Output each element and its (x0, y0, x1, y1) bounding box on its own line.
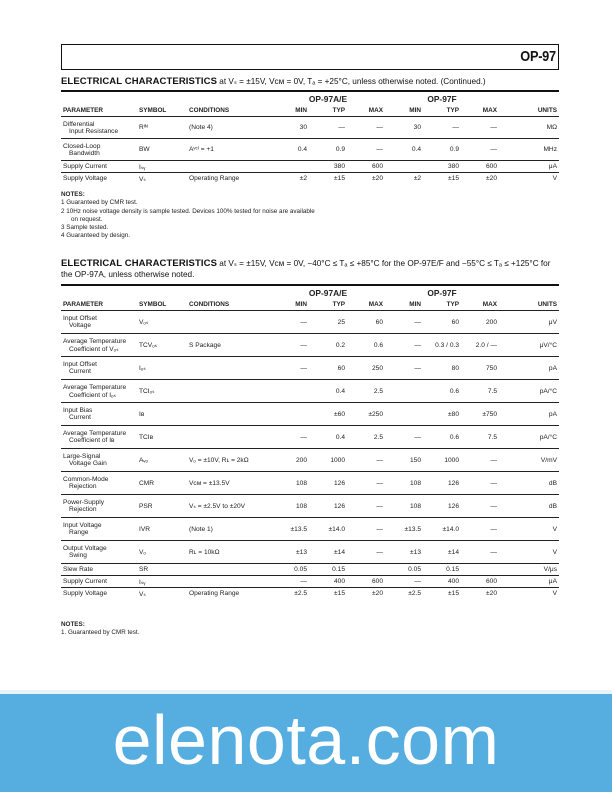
note-item: 1. Guaranteed by CMR test. (61, 629, 140, 637)
value-cell: 60 (375, 318, 383, 326)
table-row (61, 588, 559, 600)
table1-title (61, 76, 559, 87)
units-cell: dB (499, 495, 559, 518)
value-cell: — (271, 334, 309, 357)
conditions-cell (187, 161, 271, 173)
value-cell: 0.4 (309, 426, 347, 449)
parameter-line: Rejection (69, 506, 97, 513)
value-cell: 2.5 (347, 380, 385, 403)
column-header: MAX (461, 104, 499, 117)
value-cell: ±15 (423, 173, 461, 185)
value-cell: — (385, 334, 423, 357)
group-spacer-units (499, 288, 559, 298)
value-cell: 0.4 (385, 139, 423, 161)
value-cell: 380 (423, 161, 461, 173)
group-header-0: OP-97A/E (308, 94, 348, 104)
value-cell: — (347, 495, 385, 518)
table2-title-conditions: at Vₛ = ±15V, Vᴄᴍ = 0V, −40°C ≤ Tₐ ≤ +85°C for the OP-97E/F and −55°C ≤ Tₐ ≤ +125°C for the OP-97A, unless otherwise noted. (61, 259, 551, 279)
value-cell: — (271, 576, 309, 588)
value-cell: 60 (451, 318, 459, 326)
parameter-line: Voltage Gain (69, 460, 107, 467)
parameter-line: Input Resistance (69, 127, 119, 135)
table1-notes (61, 191, 321, 241)
value-cell: — (461, 541, 499, 564)
value-cell: 600 (347, 161, 385, 173)
table2-title-bold: ELECTRICAL CHARACTERISTICS (61, 258, 218, 269)
value-cell: 0.3 / 0.3 (423, 334, 461, 357)
table-row (61, 161, 559, 173)
value-cell: ±250 (347, 403, 385, 426)
table-row (61, 472, 559, 495)
parameter-cell (61, 334, 137, 357)
value-cell: — (347, 541, 385, 564)
note-item: 2 10Hz noise voltage density is sample tested. Devices 100% tested for noise are available on request. (61, 207, 315, 223)
conditions-cell: Operating Range (187, 173, 271, 185)
group-spacer (61, 288, 271, 298)
value-cell (461, 564, 499, 576)
value-cell: 250 (347, 357, 385, 380)
table-row (61, 564, 559, 576)
page-header-frame (61, 44, 559, 70)
value-cell: — (461, 139, 499, 161)
symbol-cell: Vₒ (137, 541, 187, 564)
table2-top-rule (61, 284, 559, 286)
value-cell: — (385, 357, 423, 380)
symbol-cell: Iₛᵧ (137, 161, 187, 173)
units-cell: μA (499, 576, 559, 588)
parameter-line: Average Temperature (63, 337, 127, 345)
value-cell: ±750 (461, 403, 499, 426)
value-cell: ±14.0 (309, 518, 347, 541)
conditions-cell: Vₛ = ±2.5V to ±20V (187, 495, 271, 518)
symbol-cell: IVR (137, 518, 187, 541)
symbol-cell: Vₛ (137, 173, 187, 185)
value-cell: 108 (271, 495, 309, 518)
value-cell: 0.05 (385, 564, 423, 576)
value-cell: 150 (385, 449, 423, 472)
conditions-cell: Vₒ = ±10V, Rʟ = 2kΩ (187, 449, 271, 472)
units-cell: MΩ (546, 124, 557, 131)
parameter-line: Input Offset (63, 315, 97, 322)
column-header: SYMBOL (137, 104, 187, 117)
conditions-cell: S Package (187, 334, 271, 357)
value-cell: ±15 (423, 588, 461, 600)
column-header: PARAMETER (61, 104, 137, 117)
value-cell: 126 (423, 472, 461, 495)
units-cell: pA/°C (499, 426, 559, 449)
table-row (61, 311, 559, 334)
value-cell (385, 161, 423, 173)
value-cell: 126 (309, 495, 347, 518)
parameter-cell (61, 117, 137, 139)
value-cell: 108 (385, 472, 423, 495)
value-cell: ±20 (347, 588, 385, 600)
conditions-cell: (Note 4) (189, 124, 213, 131)
value-cell: 0.9 (309, 139, 347, 161)
value-cell (385, 380, 423, 403)
value-cell: 0.6 (423, 380, 461, 403)
value-cell: — (461, 472, 499, 495)
units-cell: V (499, 588, 559, 600)
table-row (61, 403, 559, 426)
table-row (61, 426, 559, 449)
column-header: MAX (347, 298, 385, 311)
table1-top-rule (61, 90, 559, 92)
parameter-line: Large-Signal (63, 453, 101, 460)
value-cell: — (385, 426, 423, 449)
table2-notes (61, 621, 321, 638)
parameter-line: Coefficient of Vₒₛ (69, 345, 119, 353)
value-cell: 0.4 (309, 380, 347, 403)
parameter-line: Common-Mode (63, 476, 109, 483)
parameter-cell (61, 564, 137, 576)
value-cell: — (461, 449, 499, 472)
units-cell: V (499, 541, 559, 564)
units-cell: V/mV (499, 449, 559, 472)
value-cell: — (414, 318, 421, 326)
parameter-line: Current (69, 368, 91, 375)
parameter-cell (61, 495, 137, 518)
value-cell: ±80 (423, 403, 461, 426)
symbol-cell: Rᴵᴺ (139, 124, 148, 131)
conditions-cell: Rʟ = 10kΩ (187, 541, 271, 564)
table-row (61, 380, 559, 403)
watermark-banner: elenota.com (0, 694, 612, 792)
units-cell: pA (499, 357, 559, 380)
notes-title: NOTES: (61, 191, 85, 198)
parameter-line: Input Offset (63, 361, 97, 368)
parameter-line: Differential (63, 120, 95, 128)
column-header: CONDITIONS (187, 298, 271, 311)
parameter-cell (61, 380, 137, 403)
column-header: TYP (423, 104, 461, 117)
value-cell: 0.6 (423, 426, 461, 449)
conditions-cell (187, 311, 271, 334)
units-cell: MHz (499, 139, 559, 161)
value-cell: — (347, 449, 385, 472)
value-cell: ±13.5 (271, 518, 309, 541)
value-cell: 600 (347, 576, 385, 588)
units-cell: V (499, 173, 559, 185)
value-cell: — (271, 426, 309, 449)
column-header-row (61, 298, 559, 311)
symbol-cell: TCIʙ (137, 426, 187, 449)
value-cell: — (490, 124, 497, 131)
parameter-cell (61, 173, 137, 185)
conditions-cell (187, 357, 271, 380)
parameter-line: Supply Current (63, 578, 107, 585)
value-cell: 0.05 (271, 564, 309, 576)
table-row (61, 518, 559, 541)
symbol-cell: Iʙ (137, 403, 187, 426)
value-cell: ±15 (309, 588, 347, 600)
column-header-row (61, 104, 559, 117)
value-cell: 126 (423, 495, 461, 518)
symbol-cell: SR (137, 564, 187, 576)
note-item: 1 Guaranteed by CMR test. (61, 199, 138, 207)
value-cell: — (461, 495, 499, 518)
conditions-cell (187, 380, 271, 403)
parameter-line: Power-Supply (63, 499, 105, 506)
value-cell: ±20 (461, 173, 499, 185)
value-cell: — (271, 357, 309, 380)
conditions-cell (187, 564, 271, 576)
value-cell: ±14 (309, 541, 347, 564)
table2-title (61, 258, 559, 280)
units-cell: μV/°C (499, 334, 559, 357)
units-cell: pA/°C (499, 380, 559, 403)
value-cell: 60 (309, 357, 347, 380)
value-cell: 2.0 / — (461, 334, 499, 357)
value-cell: — (452, 124, 459, 131)
value-cell (347, 564, 385, 576)
parameter-cell (61, 311, 137, 334)
value-cell: 108 (385, 495, 423, 518)
table1 (61, 94, 559, 185)
value-cell: ±2 (271, 173, 309, 185)
parameter-line: Input Bias (63, 407, 93, 414)
parameter-cell (61, 518, 137, 541)
parameter-cell (61, 576, 137, 588)
parameter-cell (61, 357, 137, 380)
note-item: 3 Sample tested. (61, 224, 109, 232)
table1-title-bold: ELECTRICAL CHARACTERISTICS (61, 76, 218, 87)
table1-title-conditions: at Vₛ = ±15V, Vᴄᴍ = 0V, Tₐ = +25°C, unless otherwise noted. (Continued.) (217, 77, 486, 86)
parameter-line: Bandwidth (69, 149, 100, 157)
conditions-cell (187, 576, 271, 588)
value-cell: 30 (413, 124, 421, 131)
parameter-cell (61, 541, 137, 564)
value-cell: 0.2 (309, 334, 347, 357)
symbol-cell: Vₛ (137, 588, 187, 600)
group-spacer (61, 94, 271, 104)
value-cell: 1000 (309, 449, 347, 472)
symbol-cell: Iₛᵧ (137, 576, 187, 588)
table-row (61, 541, 559, 564)
conditions-cell: Vᴄᴍ = ±13.5V (187, 472, 271, 495)
value-cell: — (347, 472, 385, 495)
part-number: OP-97 (520, 48, 556, 65)
value-cell: 200 (485, 318, 497, 326)
parameter-line: Output Voltage (63, 545, 107, 552)
parameter-line: Input Voltage (63, 522, 102, 529)
value-cell: 0.15 (423, 564, 461, 576)
group-header-1: OP-97F (427, 288, 457, 298)
header-rule (61, 69, 559, 70)
value-cell (271, 380, 309, 403)
symbol-cell: TCIₒₛ (137, 380, 187, 403)
table-row (61, 117, 559, 139)
units-cell: μA (499, 161, 559, 173)
value-cell: ±2 (385, 173, 423, 185)
value-cell: 200 (271, 449, 309, 472)
note-item: 4 Guaranteed by design. (61, 232, 130, 240)
column-header: MAX (461, 298, 499, 311)
parameter-line: Range (69, 529, 89, 536)
value-cell: ±13 (271, 541, 309, 564)
parameter-line: Coefficient of Iʙ (69, 437, 115, 444)
value-cell: 126 (309, 472, 347, 495)
group-header-0: OP-97A/E (308, 288, 348, 298)
value-cell: ±2.5 (271, 588, 309, 600)
value-cell: 25 (337, 318, 345, 326)
notes-title: NOTES: (61, 621, 85, 628)
value-cell: 400 (423, 576, 461, 588)
table-row (61, 334, 559, 357)
parameter-cell (61, 449, 137, 472)
value-cell (271, 161, 309, 173)
parameter-cell (61, 403, 137, 426)
conditions-cell: (Note 1) (187, 518, 271, 541)
value-cell (385, 403, 423, 426)
value-cell: ±20 (347, 173, 385, 185)
group-header-row (61, 94, 559, 104)
value-cell: — (347, 518, 385, 541)
table-row (61, 173, 559, 185)
table2 (61, 288, 559, 600)
parameter-line: Swing (69, 552, 87, 559)
column-header: UNITS (499, 298, 559, 311)
table-row (61, 357, 559, 380)
parameter-line: Supply Voltage (63, 175, 107, 183)
value-cell: — (376, 124, 383, 131)
conditions-cell (187, 403, 271, 426)
parameter-line: Rejection (69, 483, 97, 490)
parameter-line: Slew Rate (63, 566, 94, 573)
parameter-line: Average Temperature (63, 430, 127, 437)
conditions-cell: Aᵛᶜˡ = +1 (187, 139, 271, 161)
column-header: UNITS (499, 104, 559, 117)
column-header: MIN (271, 298, 309, 311)
units-cell: V/μs (499, 564, 559, 576)
parameter-cell (61, 161, 137, 173)
table-row (61, 576, 559, 588)
parameter-cell (61, 588, 137, 600)
value-cell: 400 (309, 576, 347, 588)
column-header: TYP (309, 104, 347, 117)
column-header: SYMBOL (137, 298, 187, 311)
symbol-cell: BW (137, 139, 187, 161)
value-cell: 30 (299, 124, 307, 131)
parameter-line: Closed-Loop (63, 142, 101, 150)
column-header: PARAMETER (61, 298, 137, 311)
parameter-line: Current (69, 414, 91, 421)
value-cell: 0.6 (347, 334, 385, 357)
value-cell: 750 (461, 357, 499, 380)
value-cell: 380 (309, 161, 347, 173)
column-header: MIN (385, 104, 423, 117)
parameter-line: Supply Current (63, 163, 107, 170)
value-cell: 80 (423, 357, 461, 380)
value-cell (271, 403, 309, 426)
value-cell: — (347, 139, 385, 161)
parameter-cell (61, 472, 137, 495)
value-cell: 7.5 (461, 426, 499, 449)
parameter-line: Voltage (69, 322, 91, 329)
value-cell: 600 (461, 161, 499, 173)
units-cell: dB (499, 472, 559, 495)
value-cell: ±13 (385, 541, 423, 564)
symbol-cell: CMR (137, 472, 187, 495)
value-cell: ±14.0 (423, 518, 461, 541)
conditions-cell (187, 426, 271, 449)
symbol-cell: TCVₒₛ (137, 334, 187, 357)
parameter-line: Average Temperature (63, 383, 127, 391)
value-cell: — (461, 518, 499, 541)
table-row (61, 495, 559, 518)
value-cell: — (338, 124, 345, 131)
value-cell: 108 (271, 472, 309, 495)
column-header: MIN (385, 298, 423, 311)
value-cell: ±15 (309, 173, 347, 185)
value-cell: ±2.5 (385, 588, 423, 600)
value-cell: 7.5 (461, 380, 499, 403)
table-row (61, 449, 559, 472)
units-cell: μV (548, 318, 557, 326)
group-spacer-units (499, 94, 559, 104)
units-cell: V (499, 518, 559, 541)
column-header: MIN (271, 104, 309, 117)
parameter-line: Coefficient of Iₒₛ (69, 391, 116, 399)
group-header-row (61, 288, 559, 298)
symbol-cell: Vₒₛ (139, 319, 149, 326)
value-cell: — (300, 318, 307, 326)
value-cell: 2.5 (347, 426, 385, 449)
value-cell: 0.9 (423, 139, 461, 161)
units-cell: pA (499, 403, 559, 426)
column-header: CONDITIONS (187, 104, 271, 117)
parameter-line: Supply Voltage (63, 590, 107, 598)
value-cell: ±60 (309, 403, 347, 426)
value-cell: 600 (461, 576, 499, 588)
value-cell: 0.4 (271, 139, 309, 161)
value-cell: ±20 (461, 588, 499, 600)
group-header-1: OP-97F (427, 94, 457, 104)
value-cell: ±13.5 (385, 518, 423, 541)
value-cell: 0.15 (309, 564, 347, 576)
table-row (61, 139, 559, 161)
symbol-cell: PSR (137, 495, 187, 518)
column-header: MAX (347, 104, 385, 117)
parameter-cell (61, 426, 137, 449)
conditions-cell: Operating Range (187, 588, 271, 600)
symbol-cell: Iₒₛ (137, 357, 187, 380)
value-cell: 1000 (423, 449, 461, 472)
column-header: TYP (309, 298, 347, 311)
value-cell: — (385, 576, 423, 588)
parameter-cell (61, 139, 137, 161)
symbol-cell: Aᵥₒ (137, 449, 187, 472)
value-cell: ±14 (423, 541, 461, 564)
column-header: TYP (423, 298, 461, 311)
